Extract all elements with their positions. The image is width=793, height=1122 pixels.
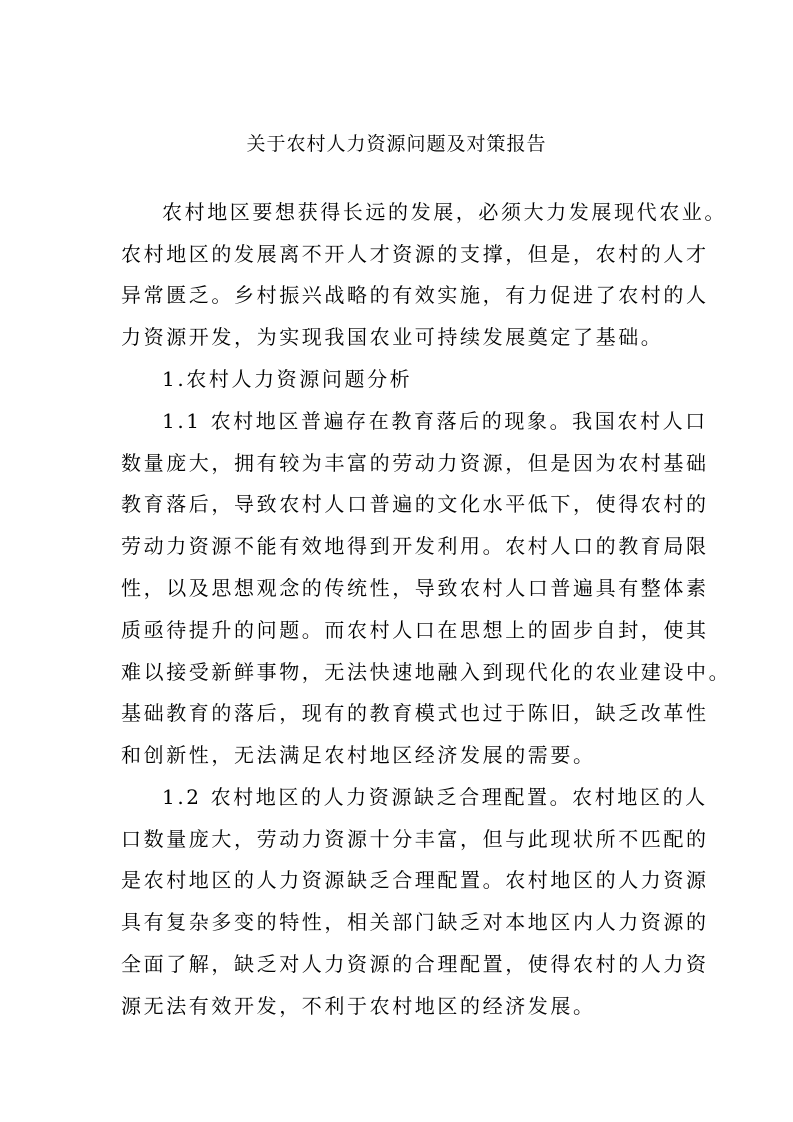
- paragraph-1-line-4: 力资源开发，为实现我国农业可持续发展奠定了基础。: [121, 325, 664, 349]
- paragraph-3-line-6: 源无法有效开发，不利于农村地区的经济发展。: [121, 994, 596, 1018]
- paragraph-2-line-3: 教育落后，导致农村人口普遍的文化水平低下，使得农村的: [121, 492, 709, 516]
- paragraph-2-line-2: 数量庞大，拥有较为丰富的劳动力资源，但是因为农村基础: [121, 451, 709, 475]
- paragraph-2-line-1: 1.1 农村地区普遍存在教育落后的现象。我国农村人口: [162, 409, 708, 433]
- paragraph-3-line-2: 口数量庞大，劳动力资源十分丰富，但与此现状所不匹配的: [121, 827, 709, 851]
- paragraph-1-line-2: 农村地区的发展离不开人才资源的支撑，但是，农村的人才: [121, 242, 709, 266]
- paragraph-2-line-7: 难以接受新鲜事物，无法快速地融入到现代化的农业建设中。: [121, 660, 732, 684]
- paragraph-2-line-8: 基础教育的落后，现有的教育模式也过于陈旧，缺乏改革性: [121, 701, 709, 725]
- paragraph-3-line-5: 全面了解，缺乏对人力资源的合理配置，使得农村的人力资: [121, 952, 709, 976]
- document-title: 关于农村人力资源问题及对策报告: [246, 133, 547, 155]
- paragraph-2-line-5: 性，以及思想观念的传统性，导致农村人口普遍具有整体素: [121, 576, 709, 600]
- paragraph-2-line-9: 和创新性，无法满足农村地区经济发展的需要。: [121, 743, 596, 767]
- paragraph-3-line-1: 1.2 农村地区的人力资源缺乏合理配置。农村地区的人: [162, 785, 708, 809]
- paragraph-2-line-4: 劳动力资源不能有效地得到开发利用。农村人口的教育局限: [121, 534, 709, 558]
- paragraph-2-line-6: 质亟待提升的问题。而农村人口在思想上的固步自封，使其: [121, 618, 709, 642]
- section-heading-1: 1.农村人力资源问题分析: [162, 367, 413, 391]
- paragraph-3-line-3: 是农村地区的人力资源缺乏合理配置。农村地区的人力资源: [121, 868, 709, 892]
- paragraph-3-line-4: 具有复杂多变的特性，相关部门缺乏对本地区内人力资源的: [121, 910, 709, 934]
- paragraph-1-line-1: 农村地区要想获得长远的发展，必须大力发展现代农业。: [162, 200, 727, 224]
- paragraph-1-line-3: 异常匮乏。乡村振兴战略的有效实施，有力促进了农村的人: [121, 283, 709, 307]
